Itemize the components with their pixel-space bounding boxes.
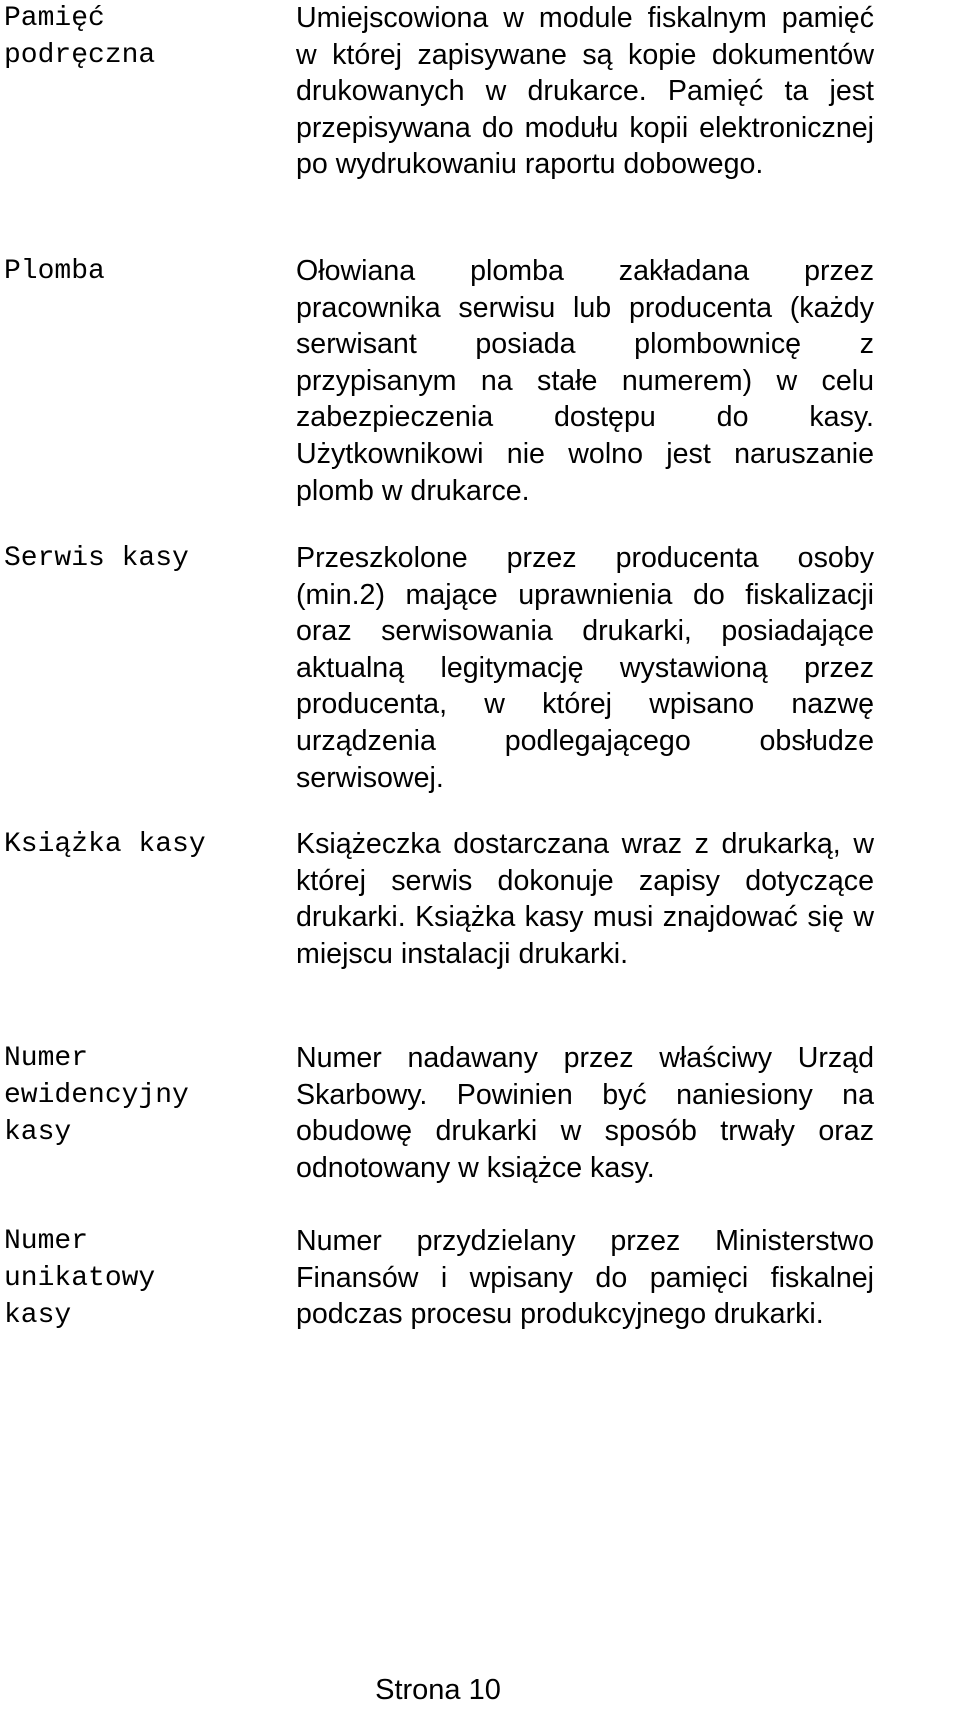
term-label: Numer ewidencyjny kasy [4,1043,189,1148]
term-label: Numer unikatowy kasy [4,1226,156,1331]
definition-text: Przeszkolone przez producenta osoby (min.2) mające uprawnienia do fiskalizacji oraz serwisowania drukarki, posiadające aktualną legitymację wystawioną przez producenta, w której wpisano nazwę urządzenia podlegającego obsłudze serwisowej. [296,542,874,794]
page-number: Strona 10 [375,1674,501,1706]
term-label: Serwis kasy [4,543,189,574]
definition-text: Książeczka dostarczana wraz z drukarką, w której serwis dokonuje zapisy dotyczące drukarki. Książka kasy musi znajdować się w miejscu instalacji drukarki. [296,828,874,970]
term-label: Pamięć podręczna [4,3,156,71]
definition-text: Umiejscowiona w module fiskalnym pamięć w której zapisywane są kopie dokumentów drukowanych w drukarce. Pamięć ta jest przepisywana do modułu kopii elektronicznej po wydrukowaniu raportu dobowego. [296,2,874,181]
definition-text: Numer nadawany przez właściwy Urząd Skarbowy. Powinien być naniesiony na obudowę drukarki w sposób trwały oraz odnotowany w książce kasy. [296,1042,874,1184]
definition-text: Ołowiana plomba zakładana przez pracownika serwisu lub producenta (każdy serwisant posiada plombownicę z przypisanym na stałe numerem) w celu zabezpieczenia dostępu do kasy. Użytkownikowi nie wolno jest naruszanie plomb w drukarce. [296,255,874,507]
term-label: Książka kasy [4,829,206,860]
definition-text: Numer przydzielany przez Ministerstwo Finansów i wpisany do pamięci fiskalnej podczas procesu produkcyjnego drukarki. [296,1225,874,1331]
term-label: Plomba [4,256,105,287]
